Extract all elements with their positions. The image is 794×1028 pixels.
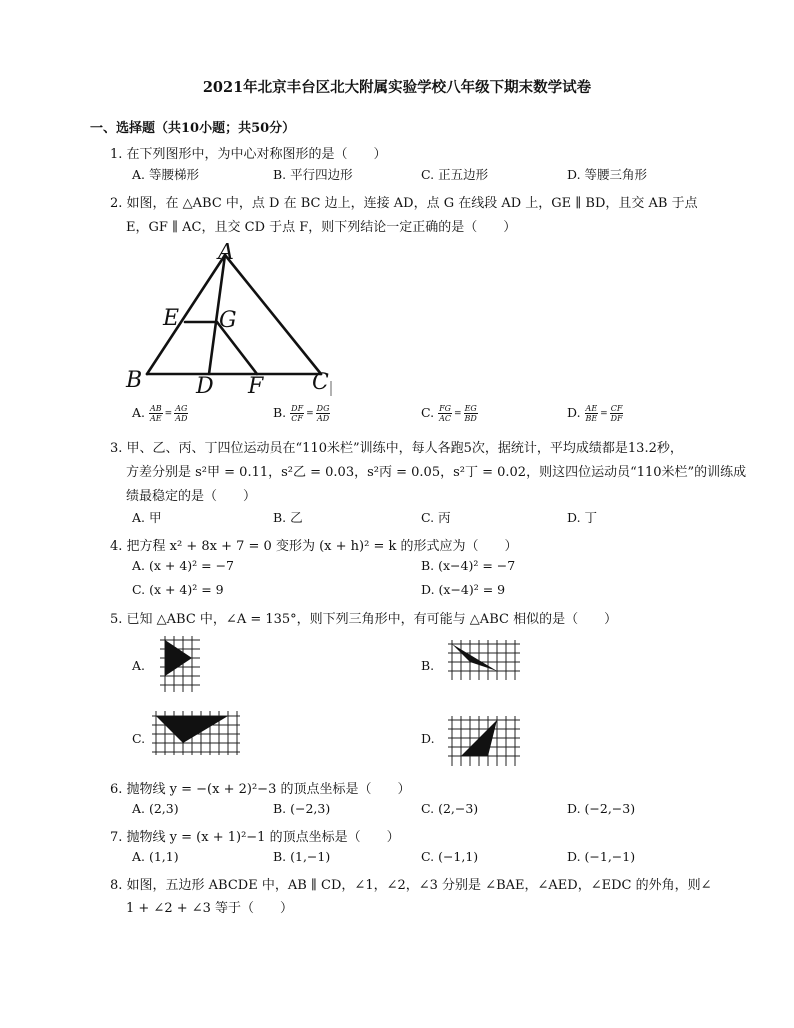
q7-option-d[interactable]: D. (−1,−1): [567, 849, 636, 864]
q1-option-a[interactable]: A. 等腰梯形: [132, 167, 199, 182]
page-title: 2021年北京丰台区北大附属实验学校八年级下期末数学试卷: [202, 79, 592, 96]
label-d: D: [196, 374, 214, 398]
q7-option-b[interactable]: B. (1,−1): [273, 849, 331, 864]
q3-option-b[interactable]: B. 乙: [273, 510, 303, 525]
q4-option-a[interactable]: A. (x + 4)² = −7: [132, 558, 235, 573]
question-2-stem-line1: 2. 如图，在 △ABC 中，点 D 在 BC 边上，连接 AD，点 G 在线段 AD 上，GE ∥ BD，且交 AB 于点: [110, 196, 698, 211]
q5-a-triangle: [165, 640, 192, 676]
question-1-stem: 1. 在下列图形中，为中心对称图形的是（ ）: [110, 147, 387, 162]
q1-option-b[interactable]: B. 平行四边形: [273, 167, 353, 182]
label-f: F: [248, 374, 264, 398]
q4-option-b[interactable]: B. (x−4)² = −7: [421, 558, 516, 573]
label-e: E: [163, 306, 180, 331]
q7-option-a[interactable]: A. (1,1): [132, 849, 179, 864]
q3-option-c[interactable]: C. 丙: [421, 510, 451, 525]
q5-option-d-grid[interactable]: [448, 716, 520, 766]
q6-option-c[interactable]: C. (2,−3): [421, 801, 479, 816]
q5-option-a-grid[interactable]: [160, 636, 200, 692]
q6-option-b[interactable]: B. (−2,3): [273, 801, 331, 816]
label-b: B: [126, 368, 143, 393]
question-4-stem: 4. 把方程 x² + 8x + 7 = 0 变形为 (x + h)² = k 的形式应为（ ）: [110, 539, 518, 554]
q2-option-a[interactable]: A. $\frac{AB}{AE}$ = $\frac{AG}{AD}$: [132, 404, 188, 423]
label-a: A: [218, 243, 234, 265]
side-ab: [147, 255, 225, 374]
q5-option-c-grid[interactable]: [152, 711, 240, 755]
q6-option-a[interactable]: A. (2,3): [132, 801, 179, 816]
question-6-stem: 6. 抛物线 y = −(x + 2)²−3 的顶点坐标是（ ）: [110, 782, 411, 797]
section-heading: 一、选择题（共10小题；共50分）: [90, 121, 296, 136]
question-8-line1: 8. 如图，五边形 ABCDE 中，AB ∥ CD，∠1，∠2，∠3 分别是 ∠BAE，∠AED，∠EDC 的外角，则∠: [110, 878, 712, 893]
q5-option-b-label[interactable]: B.: [421, 658, 435, 673]
q6-option-d[interactable]: D. (−2,−3): [567, 801, 636, 816]
q2-option-d[interactable]: D. $\frac{AE}{BE}$ = $\frac{CF}{DF}$: [567, 404, 623, 423]
q5-b-triangle: [452, 644, 497, 671]
q4-option-d[interactable]: D. (x−4)² = 9: [421, 582, 506, 597]
label-g: G: [219, 308, 237, 333]
q4-option-c[interactable]: C. (x + 4)² = 9: [132, 582, 224, 597]
question-3-line2: 方差分别是 s²甲 = 0.11，s²乙 = 0.03，s²丙 = 0.05，s²丁 = 0.02，则这四位运动员“110米栏”的训练成: [126, 465, 747, 480]
question-2-stem-line2: E，GF ∥ AC，且交 CD 于点 F，则下列结论一定正确的是（ ）: [126, 220, 517, 235]
q3-option-d[interactable]: D. 丁: [567, 510, 598, 525]
question-5-stem: 5. 已知 △ABC 中，∠A = 135°，则下列三角形中，有可能与 △ABC 相似的是（ ）: [110, 612, 618, 627]
question-7-stem: 7. 抛物线 y = (x + 1)²−1 的顶点坐标是（ ）: [110, 830, 400, 845]
q5-option-a-label[interactable]: A.: [132, 658, 146, 673]
q1-option-d[interactable]: D. 等腰三角形: [567, 167, 648, 182]
q7-option-c[interactable]: C. (−1,1): [421, 849, 479, 864]
question-8-line2: 1 + ∠2 + ∠3 等于（ ）: [126, 901, 294, 916]
question-3-line3: 绩最稳定的是（ ）: [126, 489, 257, 504]
q2-option-c[interactable]: C. $\frac{FG}{AC}$ = $\frac{EG}{BD}$: [421, 404, 477, 423]
side-ac: [225, 255, 321, 374]
triangle-figure: [125, 243, 340, 398]
q5-option-b-grid[interactable]: [448, 640, 520, 680]
question-3-line1: 3. 甲、乙、丙、丁四位运动员在“110米栏”训练中，每人各跑5次，据统计，平均成绩都是13.2秒，: [110, 441, 683, 456]
label-c: C: [312, 370, 329, 395]
q1-option-c[interactable]: C. 正五边形: [421, 167, 489, 182]
q2-option-b[interactable]: B. $\frac{DF}{CF}$ = $\frac{DG}{AD}$: [273, 404, 330, 423]
q3-option-a[interactable]: A. 甲: [132, 510, 162, 525]
q5-option-d-label[interactable]: D.: [421, 731, 435, 746]
q5-option-c-label[interactable]: C.: [132, 731, 146, 746]
